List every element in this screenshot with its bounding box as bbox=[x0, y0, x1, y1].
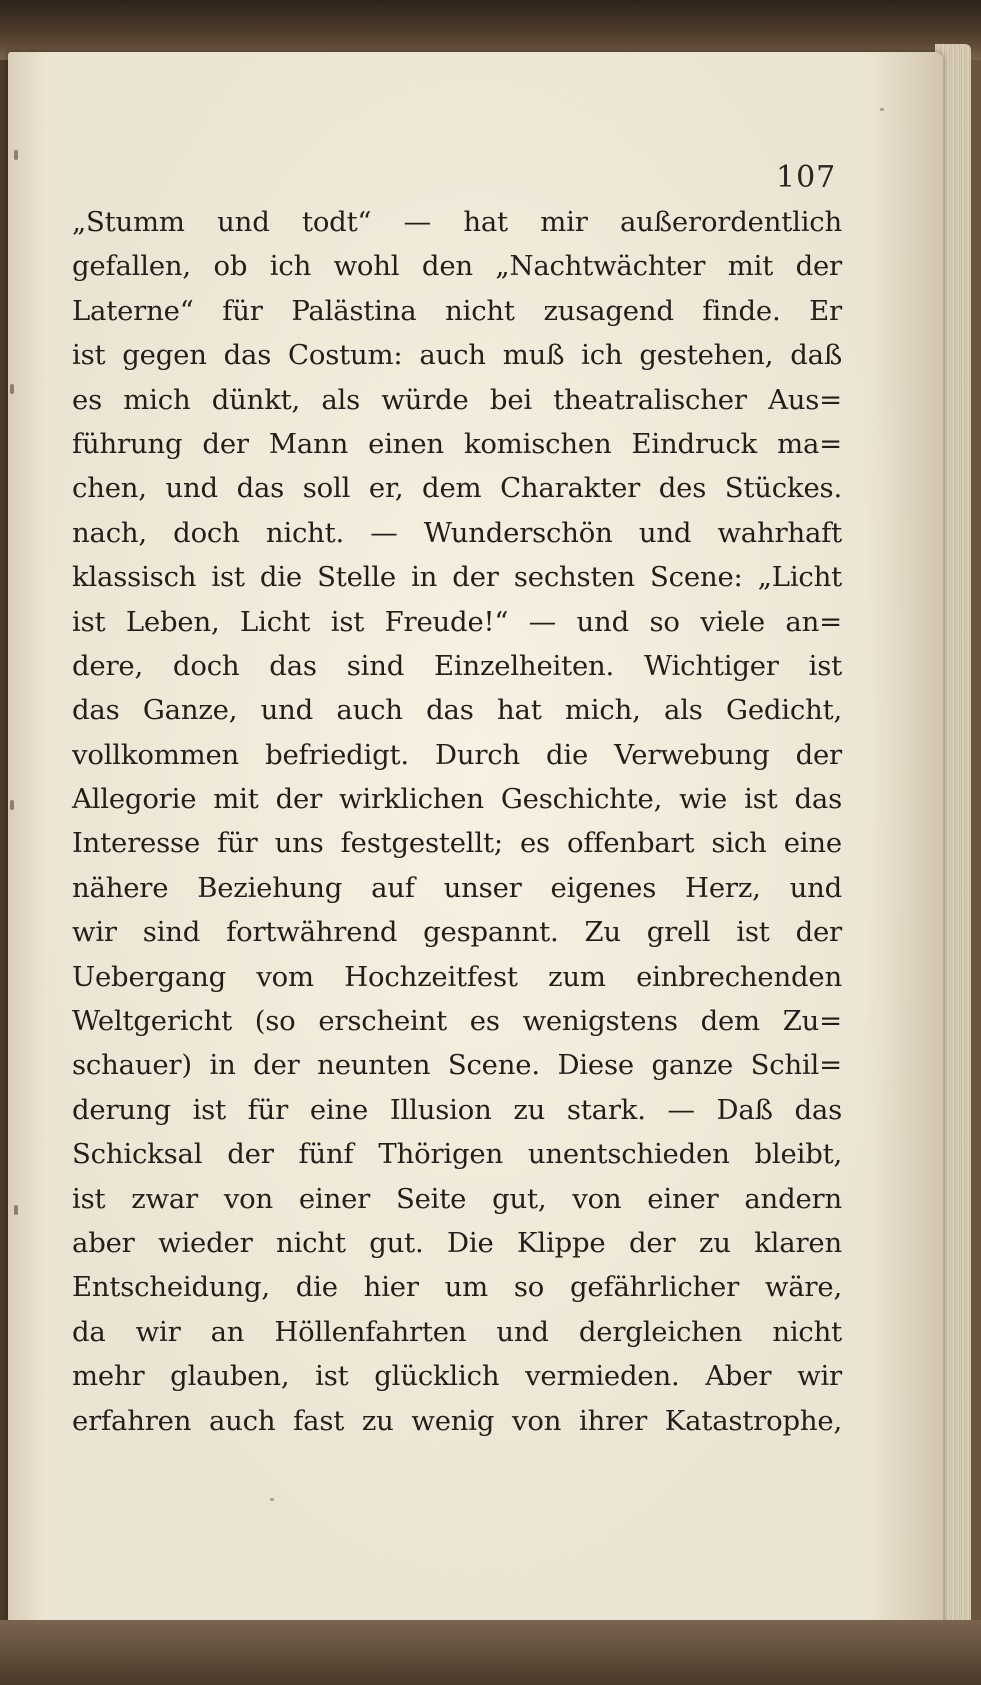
text-line: da wir an Höllenfahrten und dergleichen nicht bbox=[72, 1315, 842, 1348]
text-line: ist gegen das Costum: auch muß ich gestehen, daß bbox=[72, 339, 842, 372]
text-line: nach, doch nicht. — Wunderschön und wahrhaft bbox=[72, 516, 842, 549]
text-line: Weltgericht (so erscheint es wenigstens dem Zu= bbox=[72, 1005, 842, 1038]
text-line: chen, und das soll er, dem Charakter des Stückes. bbox=[72, 472, 842, 505]
body-text bbox=[72, 200, 842, 1443]
text-line: dere, doch das sind Einzelheiten. Wichtiger ist bbox=[72, 649, 842, 682]
text-line: ist Leben, Licht ist Freude!“ — und so viele an= bbox=[72, 605, 842, 638]
text-line: gefallen, ob ich wohl den „Nachtwächter mit der bbox=[72, 250, 842, 283]
paper-speck bbox=[880, 108, 884, 111]
text-line: „Stumm und todt“ — hat mir außerordentlich bbox=[72, 206, 842, 238]
text-line: ist zwar von einer Seite gut, von einer andern bbox=[72, 1182, 842, 1215]
text-line: schauer) in der neunten Scene. Diese ganze Schil= bbox=[72, 1049, 842, 1082]
margin-mark bbox=[10, 384, 14, 394]
text-line: nähere Beziehung auf unser eigenes Herz, und bbox=[72, 871, 842, 904]
text-line: klassisch ist die Stelle in der sechsten Scene: „Licht bbox=[72, 561, 842, 594]
text-line: Uebergang vom Hochzeitfest zum einbrechenden bbox=[72, 960, 842, 993]
text-line: das Ganze, und auch das hat mich, als Gedicht, bbox=[72, 694, 842, 727]
text-line: Interesse für uns festgestellt; es offenbart sich eine bbox=[72, 827, 842, 860]
text-line: Entscheidung, die hier um so gefährlicher wäre, bbox=[72, 1271, 842, 1304]
text-line: es mich dünkt, als würde bei theatralischer Aus= bbox=[72, 383, 842, 416]
margin-mark bbox=[14, 150, 18, 160]
book-top-edge bbox=[0, 0, 981, 60]
text-line: Allegorie mit der wirklichen Geschichte, wie ist das bbox=[72, 783, 842, 816]
paper-speck bbox=[270, 1498, 274, 1501]
text-line: wir sind fortwährend gespannt. Zu grell ist der bbox=[72, 916, 842, 949]
margin-mark bbox=[10, 800, 14, 810]
text-line: derung ist für eine Illusion zu stark. — Daß das bbox=[72, 1093, 842, 1126]
text-line: vollkommen befriedigt. Durch die Verwebung der bbox=[72, 738, 842, 771]
margin-mark bbox=[14, 1205, 18, 1215]
text-line: Schicksal der fünf Thörigen unentschieden bleibt, bbox=[72, 1138, 842, 1171]
book-bottom-edge bbox=[0, 1620, 981, 1685]
text-line: mehr glauben, ist glücklich vermieden. Aber wir bbox=[72, 1360, 842, 1393]
text-line: Laterne“ für Palästina nicht zusagend finde. Er bbox=[72, 294, 842, 327]
page-number: 107 bbox=[776, 160, 837, 195]
text-line: aber wieder nicht gut. Die Klippe der zu klaren bbox=[72, 1226, 842, 1259]
text-line: erfahren auch fast zu wenig von ihrer Katastrophe, bbox=[72, 1404, 842, 1437]
text-line: führung der Mann einen komischen Eindruck ma= bbox=[72, 427, 842, 460]
